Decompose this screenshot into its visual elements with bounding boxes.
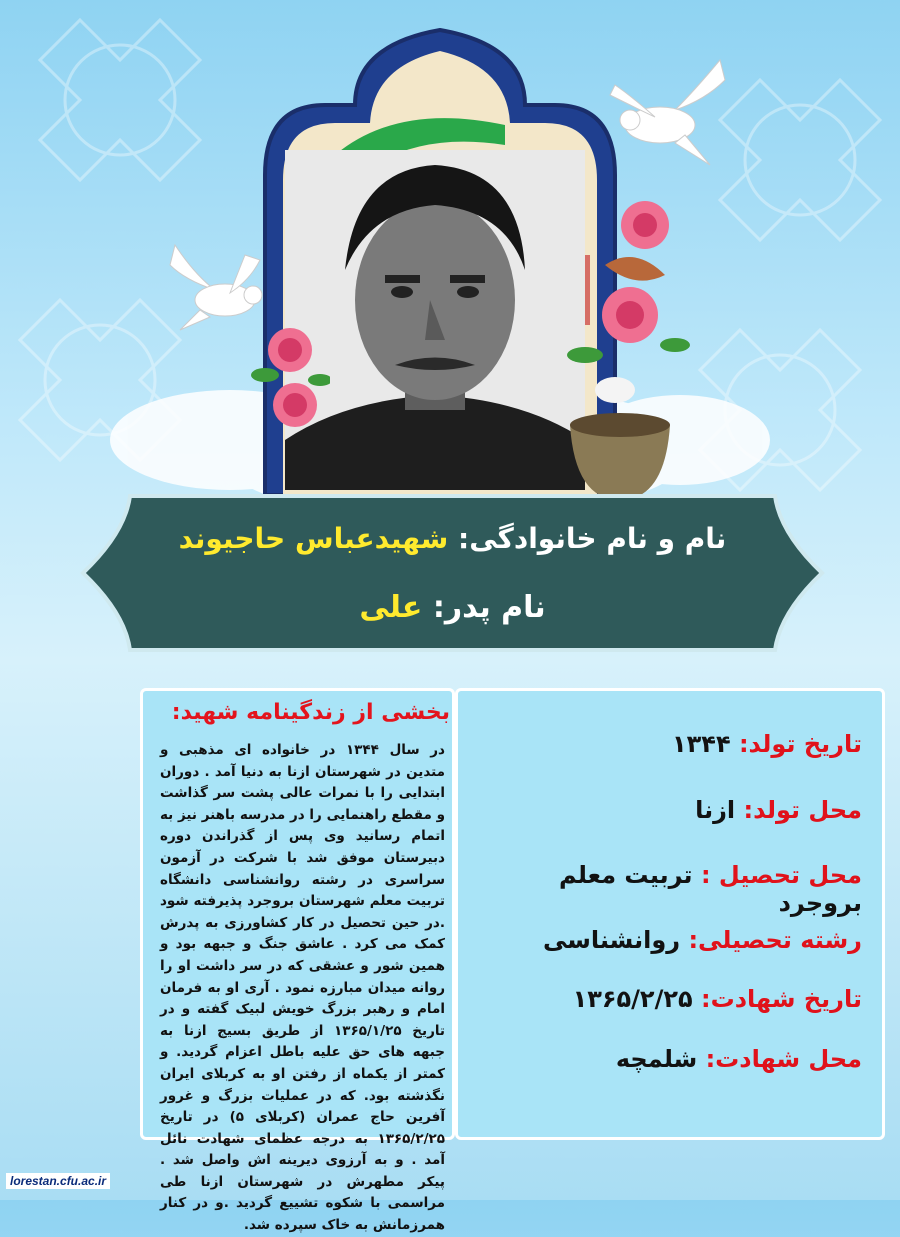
website-footer-link[interactable]: lorestan.cfu.ac.ir (6, 1173, 110, 1189)
info-label: محل تولد: (743, 796, 862, 824)
info-martyrdom-date (482, 985, 862, 1013)
name-label: نام و نام خانوادگی: (458, 522, 727, 555)
roses-left-icon (250, 310, 330, 440)
father-label: نام پدر: (432, 590, 546, 625)
info-label: تاریخ شهادت: (701, 985, 862, 1013)
father-value: علی (359, 590, 423, 625)
info-education-place (482, 861, 862, 917)
biography-heading: بخشی از زندگینامه شهید: (171, 700, 450, 725)
info-label: تاریخ تولد: (738, 730, 862, 758)
info-label: رشته تحصیلی: (688, 926, 862, 954)
portrait-image (285, 150, 585, 490)
biography-text: در سال ۱۳۴۴ در خانواده ای مذهبی و متدین در شهرستان ازنا به دنیا آمد . دوران ابتدایی را با نمرات عالی پشت سر گذاشت و مقطع راهنمایی را در مدرسه باهنر نیز به اتمام رسانید وی پس از گذراندن دوره دبیرستان موفق شد با شرکت در آزمون سراسری در رشته روانشناسی دانشگاه تربیت معلم شهرستان بروجرد پذیرفته شود .در حین تحصیل در کار کشاورزی به پدرش کمک می کرد . عاشق جنگ و جبهه بود و همین شور و عشقی که در سر داشت او را روانه میدان مبارزه نمود . آری او به فرمان امام و رهبر بزرگ خویش لبیک گفته و در تاریخ ۱۳۶۵/۱/۲۵ از طریق بسیج ازنا به جبهه های حق علیه باطل اعزام گردید. و کمتر از یکماه از رفتن او به کربلای ایران نگذشته بود. که در عملیات بزرگ و غرور آفرین حاج عمران (کربلای ۵) در تاریخ ۱۳۶۵/۲/۲۵ به درجه عظمای شهادت نائل آمد . و به آرزوی دیرینه اش واصل شد . پیکر مطهرش در شهرستان ازنا طی مراسمی با شکوه تشییع گردید .و در کنار همرزمانش به خاک سپرده شد. (160, 742, 446, 1234)
info-value: ازنا (695, 796, 736, 824)
roses-helmet-icon (555, 195, 695, 505)
info-label: محل شهادت: (705, 1045, 862, 1073)
info-value: شلمچه (615, 1045, 698, 1073)
name-value: شهیدعباس حاجیوند (178, 522, 449, 555)
name-banner (80, 493, 825, 653)
dove-right-icon (600, 55, 730, 175)
info-birth-date (482, 730, 862, 758)
info-martyrdom-place (482, 1045, 862, 1073)
info-label: محل تحصیل : (700, 861, 862, 889)
martyr-photo (285, 150, 585, 490)
info-field-of-study (482, 926, 862, 954)
father-line (80, 590, 825, 625)
info-value: تربیت معلم بروجرد (559, 861, 862, 917)
info-value: ۱۳۶۵/۲/۲۵ (572, 985, 693, 1013)
info-birth-place (482, 796, 862, 824)
info-value: روانشناسی (542, 926, 681, 954)
name-line (80, 522, 825, 555)
info-value: ۱۳۴۴ (672, 730, 731, 758)
